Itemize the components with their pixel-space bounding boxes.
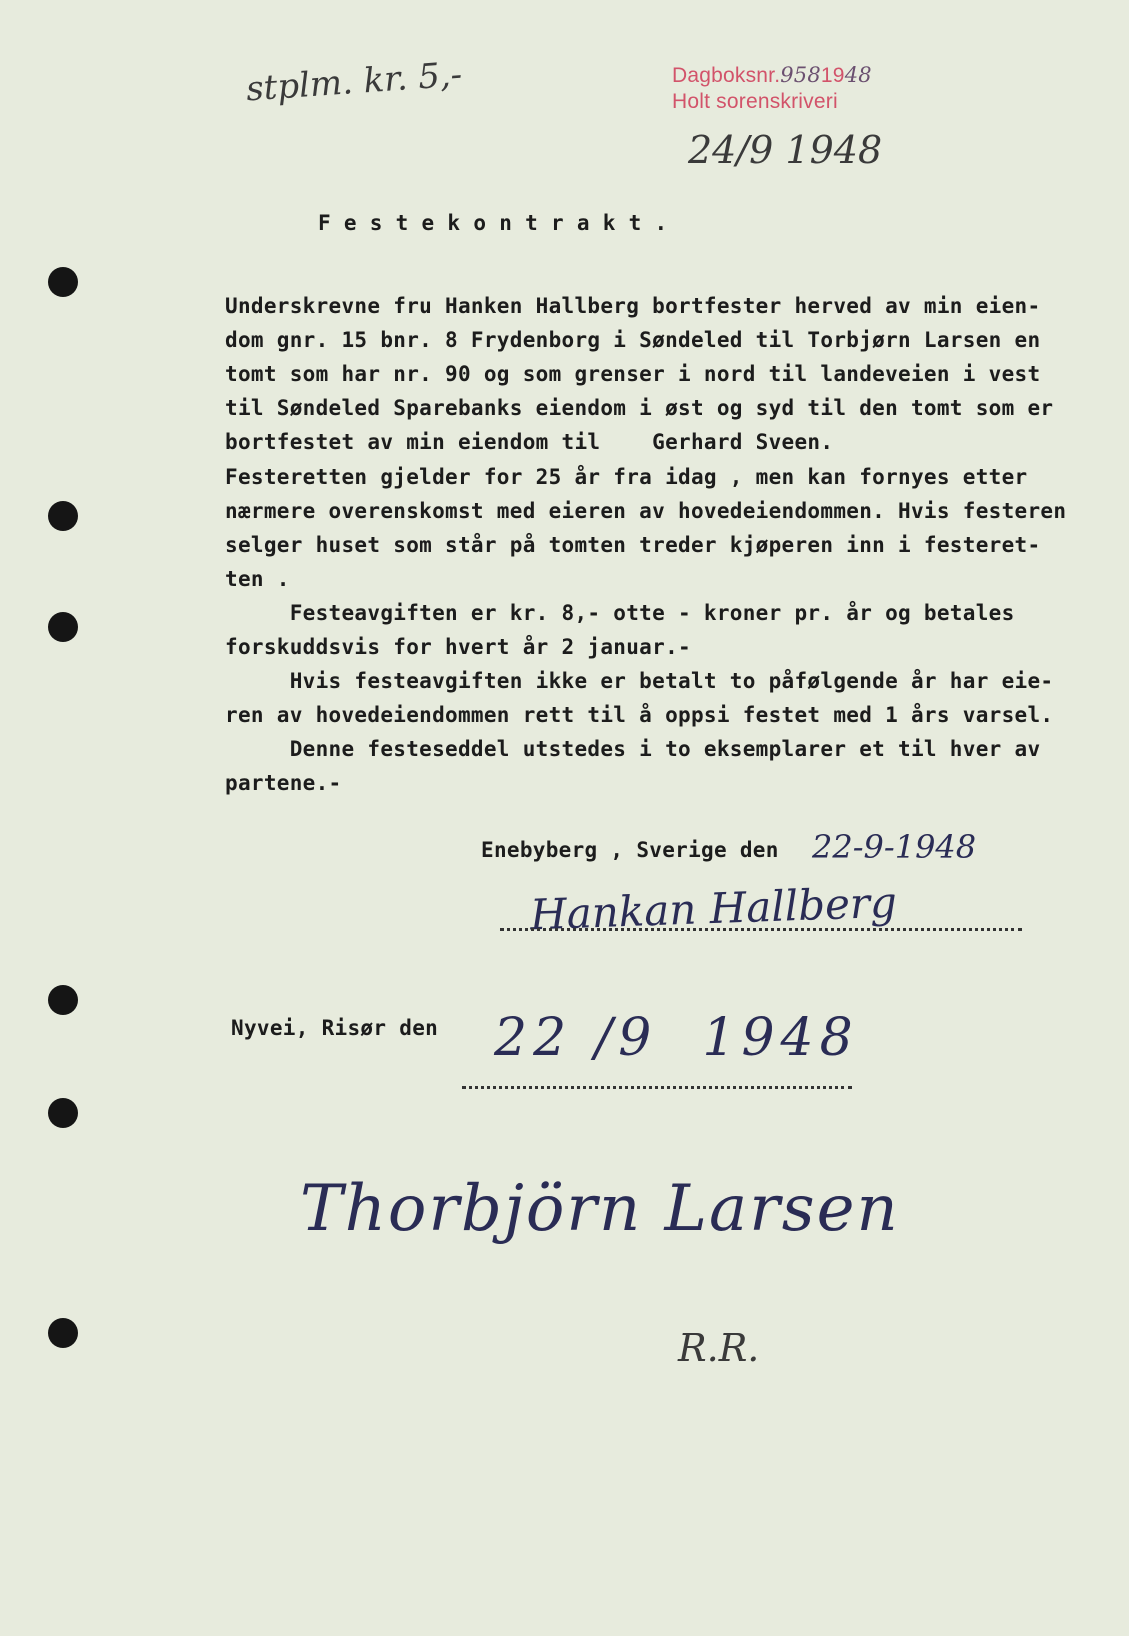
body-line: forskuddsvis for hvert år 2 januar.-: [225, 635, 691, 659]
stamp-line-2: Holt sorenskriveri: [672, 90, 838, 113]
stamp-prefix: Dagboksnr.: [672, 64, 781, 87]
body-line: Festeretten gjelder for 25 år fra idag , men kan fornyes etter: [225, 464, 1028, 489]
body-line: tomt som har nr. 90 og som grenser i nord til landeveien i vest: [225, 362, 1041, 387]
stamp-year-printed: 19: [820, 64, 845, 87]
body-line: Denne festeseddel utstedes i to eksemplarer et til hver av: [225, 737, 1041, 762]
received-date: 24/9 1948: [688, 128, 883, 172]
date-line-2: [462, 1086, 852, 1089]
body-line: Festeavgiften er kr. 8,- otte - kroner pr. år og betales: [225, 600, 1015, 625]
body-line: partene.-: [225, 771, 342, 796]
date-2-handwritten: 22 /9 1948: [494, 1008, 859, 1068]
body-line: Hvis festeavgiften ikke er betalt to påfølgende år har eie-: [225, 669, 1054, 694]
body-line: dom gnr. 15 bnr. 8 Frydenborg i Søndeled til Torbjørn Larsen en: [225, 328, 1041, 353]
date-1-handwritten: 22-9-1948: [812, 828, 977, 866]
initials-mark: R.R.: [678, 1326, 760, 1370]
stamp-line-1: [672, 62, 872, 89]
body-line: ten .: [225, 566, 290, 591]
stamp-number: 958: [780, 63, 821, 87]
punch-hole-1: [48, 267, 78, 297]
signature-line-1: [500, 928, 1022, 931]
document-title: F e s t e k o n t r a k t .: [318, 211, 668, 235]
signature-hallberg: Hankan Hallberg: [529, 877, 898, 940]
body-line: selger huset som står på tomten treder kjøperen inn i festeret-: [225, 532, 1041, 557]
body-line: Underskrevne fru Hanken Hallberg bortfester herved av min eien-: [225, 294, 1041, 318]
punch-hole-5: [48, 1098, 78, 1128]
punch-hole-6: [48, 1318, 78, 1348]
fee-note: stplm. kr. 5,-: [244, 54, 464, 110]
punch-hole-3: [48, 612, 78, 642]
body-line: bortfestet av min eiendom til Gerhard Sveen.: [225, 430, 834, 455]
registry-stamp: [672, 62, 872, 115]
body-line: nærmere overenskomst med eieren av hovedeiendommen. Hvis festeren: [225, 498, 1067, 523]
stamp-year-hand: 48: [844, 63, 872, 87]
signature-larsen: Thorbjörn Larsen: [300, 1172, 900, 1246]
place-date-2: Nyvei, Risør den: [231, 1016, 439, 1040]
body-line: ren av hovedeiendommen rett til å oppsi festet med 1 års varsel.: [225, 703, 1054, 728]
punch-hole-2: [48, 501, 78, 531]
body-line: til Søndeled Sparebanks eiendom i øst og syd til den tomt som er: [225, 396, 1054, 421]
place-date-1: Enebyberg , Sverige den: [481, 838, 779, 862]
punch-hole-4: [48, 985, 78, 1015]
